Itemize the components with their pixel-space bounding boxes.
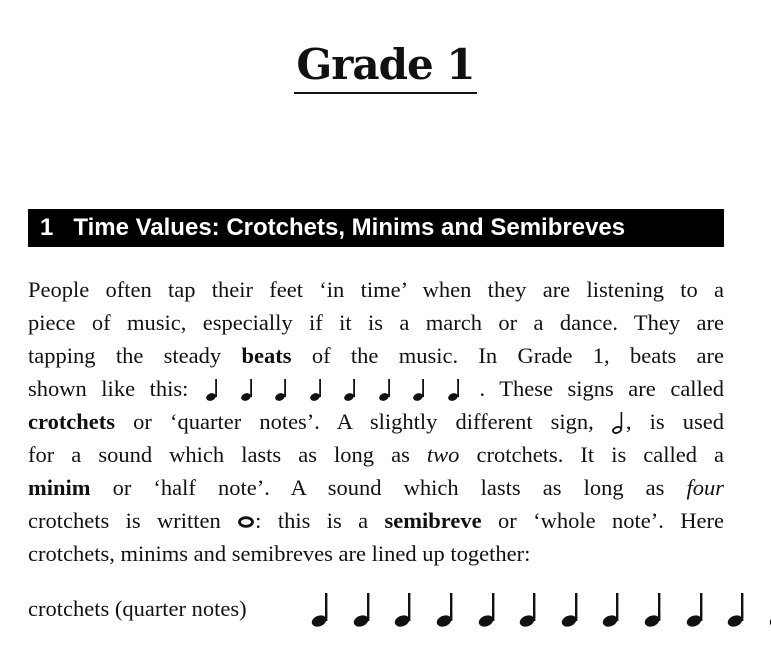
text-line: minim or ‘half note’. A sound which lasts as long as four bbox=[28, 475, 725, 500]
crotchet-note-icon bbox=[448, 378, 462, 402]
text-line: crotchets or ‘quarter notes’. A slightly different sign, , is used bbox=[28, 409, 725, 434]
crotchet-note-icon bbox=[601, 590, 633, 630]
crotchet-note-icon bbox=[518, 590, 550, 630]
section-title: Time Values: Crotchets, Minims and Semibreves bbox=[73, 214, 626, 241]
text-line: People often tap their feet ‘in time’ when they are listening to a bbox=[28, 277, 724, 302]
term-semibreve: semibreve bbox=[384, 508, 482, 533]
page-title: Grade 1 bbox=[0, 40, 771, 94]
crotchet-note-icon bbox=[393, 590, 425, 630]
crotchet-note-icon bbox=[477, 590, 509, 630]
crotchet-example-row bbox=[28, 590, 728, 630]
emphasis-two: two bbox=[426, 442, 460, 467]
term-minim: minim bbox=[28, 475, 91, 500]
text-line: shown like this: . These signs are called bbox=[28, 376, 725, 401]
section-heading bbox=[28, 209, 724, 247]
crotchet-note-icon bbox=[275, 378, 289, 402]
crotchet-note-icon bbox=[435, 590, 467, 630]
semibreve-note-icon bbox=[237, 515, 255, 529]
term-beats: beats bbox=[241, 343, 292, 368]
example-label: crotchets (quarter notes) bbox=[28, 596, 247, 621]
crotchet-note-icon bbox=[726, 590, 758, 630]
text-line: tapping the steady beats of the music. In Grade 1, beats are bbox=[28, 343, 725, 368]
crotchet-example-notes bbox=[310, 590, 771, 636]
text-line: piece of music, especially if it is a march or a dance. They are bbox=[28, 310, 724, 335]
emphasis-four: four bbox=[686, 475, 725, 500]
text-line: crotchets is written : this is a semibreve or ‘whole note’. Here bbox=[28, 508, 725, 533]
crotchet-sequence bbox=[203, 376, 480, 401]
section-number: 1 bbox=[40, 214, 54, 241]
minim-note-icon bbox=[612, 411, 626, 435]
text-line: crotchets, minims and semibreves are lined up together: bbox=[28, 541, 531, 566]
crotchet-note-icon bbox=[241, 378, 255, 402]
crotchet-note-icon bbox=[206, 378, 220, 402]
crotchet-note-icon bbox=[310, 590, 342, 630]
crotchet-note-icon bbox=[310, 378, 324, 402]
crotchet-note-icon bbox=[560, 590, 592, 630]
crotchet-note-icon bbox=[643, 590, 675, 630]
term-crotchets: crotchets bbox=[28, 409, 116, 434]
crotchet-note-icon bbox=[344, 378, 358, 402]
crotchet-note-icon bbox=[413, 378, 427, 402]
crotchet-note-icon bbox=[352, 590, 384, 630]
crotchet-note-icon bbox=[379, 378, 393, 402]
crotchet-note-icon bbox=[685, 590, 717, 630]
text-line: for a sound which lasts as long as two crotchets. It is called a bbox=[28, 442, 725, 467]
body-paragraph bbox=[28, 273, 724, 570]
